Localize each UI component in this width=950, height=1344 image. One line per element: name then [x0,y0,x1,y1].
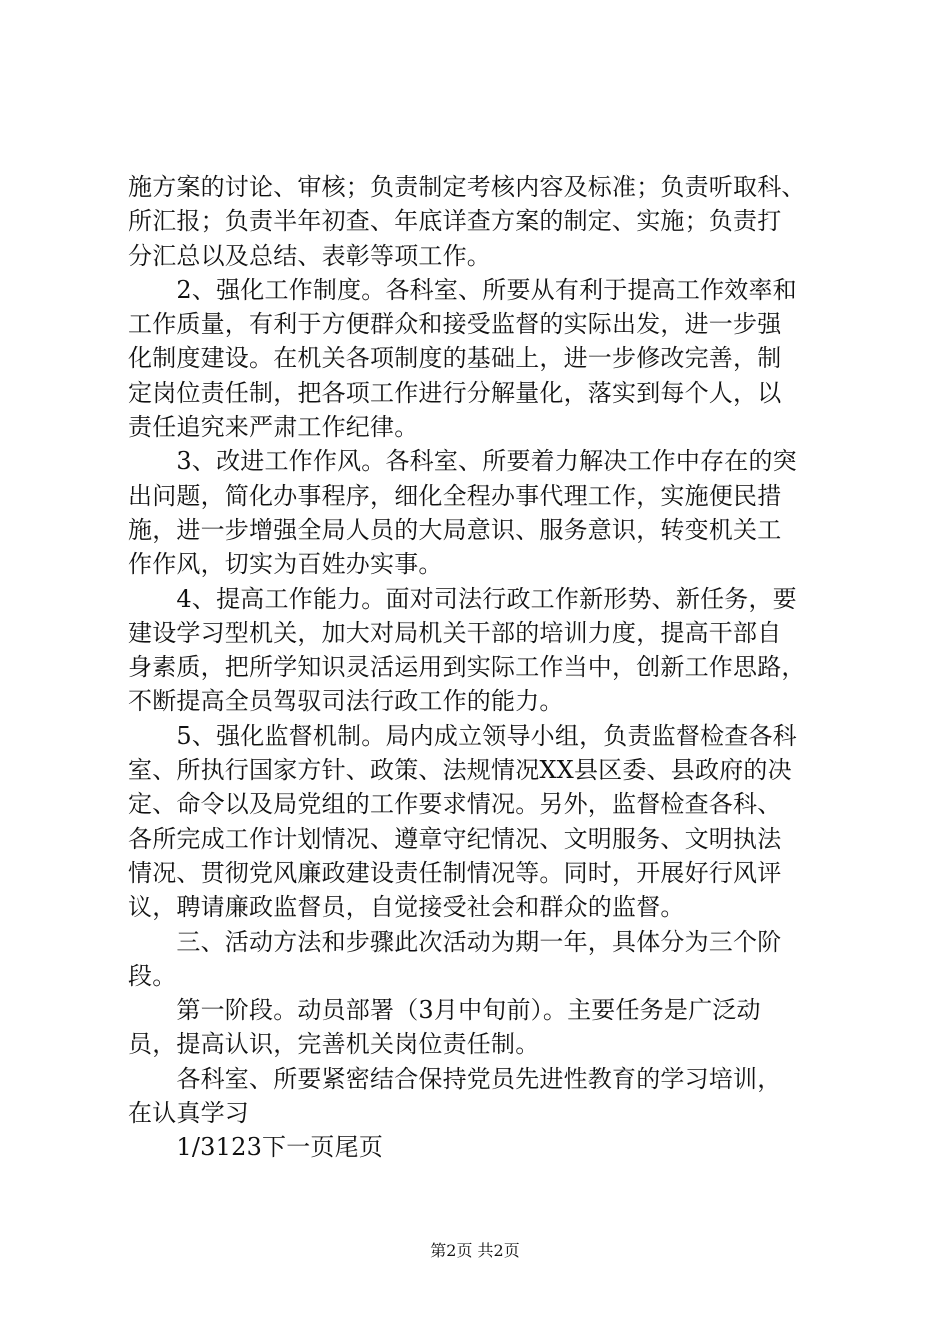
text-line: 5、强化监督机制。局内成立领导小组，负责监督检查各科 [128,721,797,750]
text-line: 2、强化工作制度。各科室、所要从有利于提高工作效率和 [128,275,797,304]
text-line: 情况、贯彻党风廉政建设责任制情况等。同时，开展好行风评 [128,858,782,887]
text-line: 工作质量，有利于方便群众和接受监督的实际出发，进一步强 [128,310,782,339]
page-footer: 第2页 共2页 [430,1241,520,1260]
body-text [128,170,828,1165]
text-line: 员，提高认识，完善机关岗位责任制。 [128,1030,540,1059]
text-line: 第一阶段。动员部署（3月中旬前）。主要任务是广泛动 [128,996,761,1025]
text-line: 段。 [128,961,177,990]
text-line: 议，聘请廉政监督员，自觉接受社会和群众的监督。 [128,893,685,922]
text-line: 在认真学习 [128,1099,249,1128]
text-line: 分汇总以及总结、表彰等项工作。 [128,241,491,270]
text-line: 所汇报；负责半年初查、年底详查方案的制定、实施；负责打 [128,207,782,236]
text-line: 责任追究来严肃工作纪律。 [128,413,419,442]
text-line: 建设学习型机关，加大对局机关干部的培训力度，提高干部自 [128,618,782,647]
text-line: 4、提高工作能力。面对司法行政工作新形势、新任务，要 [128,584,797,613]
text-line: 施，进一步增强全局人员的大局意识、服务意识，转变机关工 [128,515,782,544]
text-line: 三、活动方法和步骤此次活动为期一年，具体分为三个阶 [128,927,782,956]
pagination-text: 1/3123下一页尾页 [128,1133,384,1162]
text-line: 施方案的讨论、审核；负责制定考核内容及标准；负责听取科、 [128,173,806,201]
text-line: 3、改进工作作风。各科室、所要着力解决工作中存在的突 [128,447,797,476]
text-line: 定岗位责任制，把各项工作进行分解量化，落实到每个人，以 [128,378,782,407]
text-line: 不断提高全员驾驭司法行政工作的能力。 [128,687,564,716]
text-line: 各科室、所要紧密结合保持党员先进性教育的学习培训， [128,1064,782,1093]
text-line: 出问题，简化办事程序，细化全程办事代理工作，实施便民措 [128,481,782,510]
text-line: 作作风，切实为百姓办实事。 [128,550,443,579]
text-line: 各所完成工作计划情况、遵章守纪情况、文明服务、文明执法 [128,824,782,853]
text-line: 定、命令以及局党组的工作要求情况。另外，监督检查各科、 [128,790,782,819]
text-line: 室、所执行国家方针、政策、法规情况XX县区委、县政府的决 [128,756,792,785]
text-line: 身素质，把所学知识灵活运用到实际工作当中，创新工作思路， [128,653,806,682]
text-line: 化制度建设。在机关各项制度的基础上，进一步修改完善，制 [128,344,782,373]
